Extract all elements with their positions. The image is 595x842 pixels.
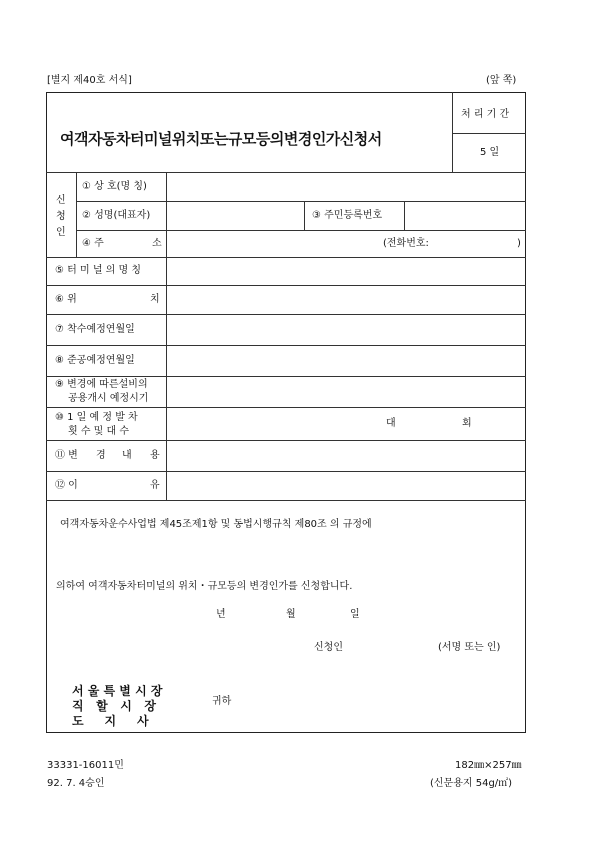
name-label: ② 성명(대표자) (82, 210, 151, 221)
applicant-side-label-2: 청 (56, 211, 66, 222)
address-label-1: ④ 주 (82, 238, 104, 249)
phone-label: (전화번호: (383, 238, 429, 249)
recipient-honorific: 귀하 (212, 696, 232, 707)
footer-approval: 92. 7. 4승인 (47, 778, 105, 789)
departures-label-line-2: 횟 수 및 대 수 (68, 426, 130, 437)
change-label-1: ⑪ 변 (55, 450, 78, 461)
departures-label-line-1: ⑩ 1 일 예 정 발 차 (55, 412, 138, 423)
processing-period-value: 5 일 (480, 147, 500, 158)
date-day-label: 일 (350, 609, 360, 620)
applicant-side-label-3: 인 (56, 227, 66, 238)
footer-code: 33331-16011민 (47, 760, 124, 771)
reason-label-1: ⑫ 이 (55, 480, 78, 491)
reason-label-2: 유 (150, 480, 160, 491)
form-number: [별지 제40호 서식] (47, 75, 132, 86)
location-label-2: 치 (150, 294, 160, 305)
date-year-label: 년 (216, 609, 226, 620)
location-label-1: ⑥ 위 (55, 294, 77, 305)
phone-close: ) (517, 238, 521, 249)
statement-line-1: 여객자동차운수사업법 제45조제1항 및 동법시행규칙 제80조 의 규정에 (60, 519, 372, 530)
resident-number-label: ③ 주민등록번호 (312, 210, 383, 221)
statement-line-2: 의하여 여객자동차터미널의 위치・규모등의 변경인가를 신청합니다. (56, 581, 353, 592)
facility-label-line-2: 공용개시 예정시기 (68, 393, 149, 404)
footer-size: 182㎜×257㎜ (455, 760, 522, 771)
change-label-2: 경 (96, 450, 106, 461)
recipient-governor: 도 지 사 (72, 714, 149, 728)
signature-note: (서명 또는 인) (438, 642, 501, 653)
footer-paper: (신문용지 54g/㎡) (430, 778, 513, 789)
business-name-label: ① 상 호(명 칭) (82, 181, 147, 192)
change-label-3: 내 (122, 450, 132, 461)
recipient-seoul-mayor: 서 울 특 별 시 장 (72, 684, 163, 698)
applicant-sign-label: 신청인 (314, 642, 343, 653)
departures-unit-vehicles: 대 (386, 418, 396, 429)
applicant-side-label-1: 신 (56, 195, 66, 206)
page-side-label: (앞 쪽) (486, 75, 517, 86)
form-title: 여객자동차터미널위치또는규모등의변경인가신청서 (60, 130, 382, 148)
date-month-label: 월 (286, 609, 296, 620)
terminal-name-label: ⑤ 터 미 널 의 명 칭 (55, 265, 141, 276)
completion-date-label: ⑧ 준공예정연월일 (55, 355, 135, 366)
recipient-city-mayor: 직 할 시 장 (72, 699, 156, 713)
facility-label-line-1: ⑨ 변경에 따른설비의 (55, 379, 148, 390)
departures-unit-times: 회 (462, 418, 472, 429)
start-date-label: ⑦ 착수예정연월일 (55, 324, 135, 335)
address-label-2: 소 (152, 238, 162, 249)
processing-period-label: 처 리 기 간 (461, 109, 510, 120)
change-label-4: 용 (150, 450, 160, 461)
